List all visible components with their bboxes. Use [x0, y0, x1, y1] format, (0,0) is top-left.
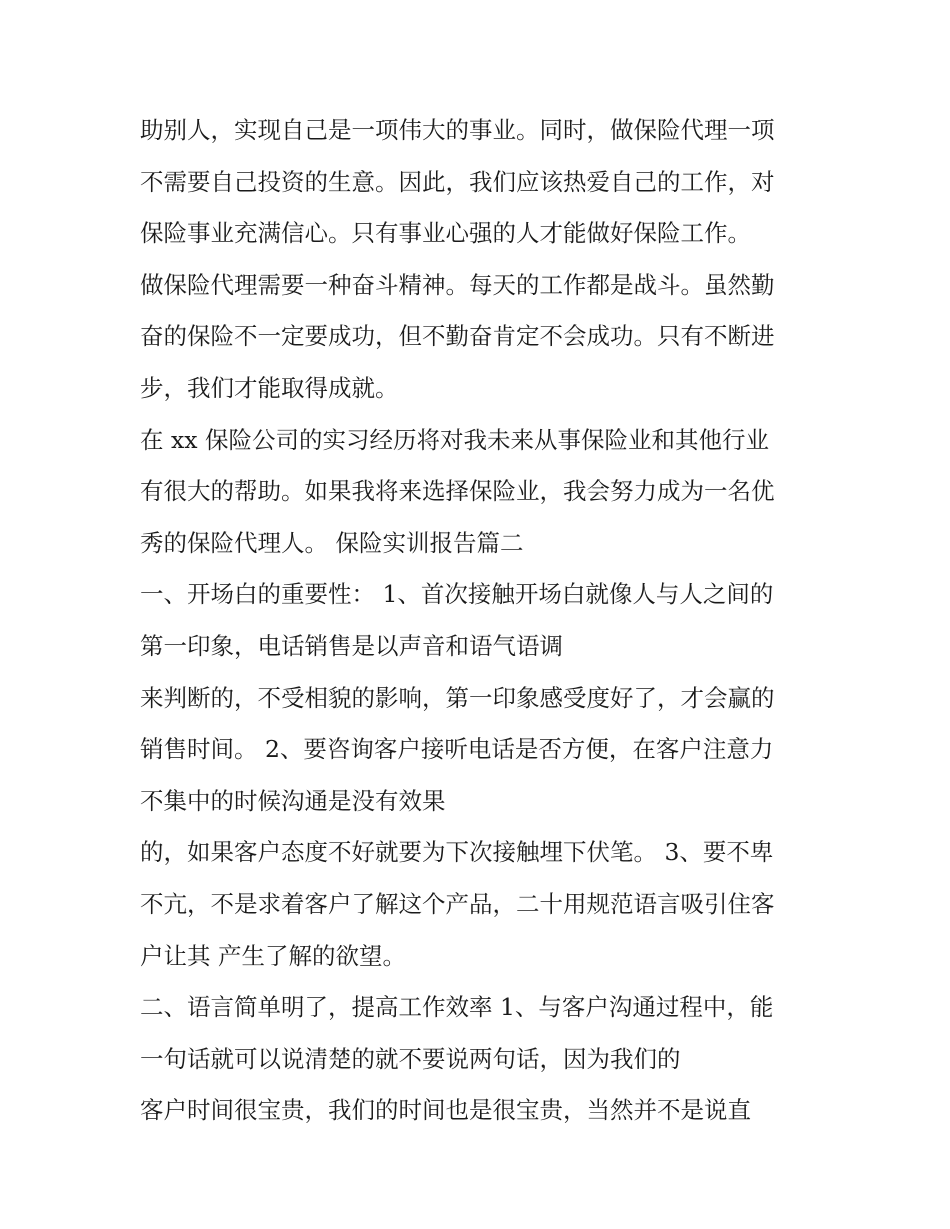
text-line: 第一印象，电话销售是以声音和语气语调 [140, 631, 563, 660]
text-line: 一、开场白的重要性： 1、首次接触开场白就像人与人之间的 [140, 580, 774, 609]
document-body [140, 105, 820, 1137]
text-line: 做保险代理需要一种奋斗精神。每天的工作都是战斗。虽然勤 [140, 270, 775, 299]
text-line: 的，如果客户态度不好就要为下次接触埋下伏笔。 3、要不卑 [140, 838, 774, 867]
text-line: 不集中的时候沟通是没有效果 [140, 786, 446, 815]
text-line: 二、语言简单明了，提高工作效率 1、与客户沟通过程中，能 [140, 993, 774, 1022]
text-line: 一句话就可以说清楚的就不要说两句话，因为我们的 [140, 1044, 681, 1073]
text-line: 保险事业充满信心。只有事业心强的人才能做好保险工作。 [140, 219, 751, 248]
text-line: 销售时间。 2、要咨询客户接听电话是否方便，在客户注意力 [140, 735, 774, 764]
text-line: 在 xx 保险公司的实习经历将对我未来从事保险业和其他行业 [140, 425, 769, 454]
text-line: 客户时间很宝贵，我们的时间也是很宝贵，当然并不是说直 [140, 1096, 751, 1125]
text-line: 有很大的帮助。如果我将来选择保险业，我会努力成为一名优 [140, 477, 775, 506]
text-line: 奋的保险不一定要成功，但不勤奋肯定不会成功。只有不断进 [140, 322, 775, 351]
text-line: 步，我们才能取得成就。 [140, 373, 399, 402]
text-line: 助别人，实现自己是一项伟大的事业。同时，做保险代理一项 [140, 116, 775, 144]
text-line: 秀的保险代理人。 保险实训报告篇二 [140, 528, 524, 557]
text-line: 不需要自己投资的生意。因此，我们应该热爱自己的工作，对 [140, 167, 775, 196]
text-line: 不亢，不是求着客户了解这个产品，二十用规范语言吸引住客 [140, 889, 775, 918]
text-line: 来判断的，不受相貌的影响，第一印象感受度好了，才会赢的 [140, 683, 775, 712]
text-line: 户让其 产生了解的欲望。 [140, 941, 406, 970]
